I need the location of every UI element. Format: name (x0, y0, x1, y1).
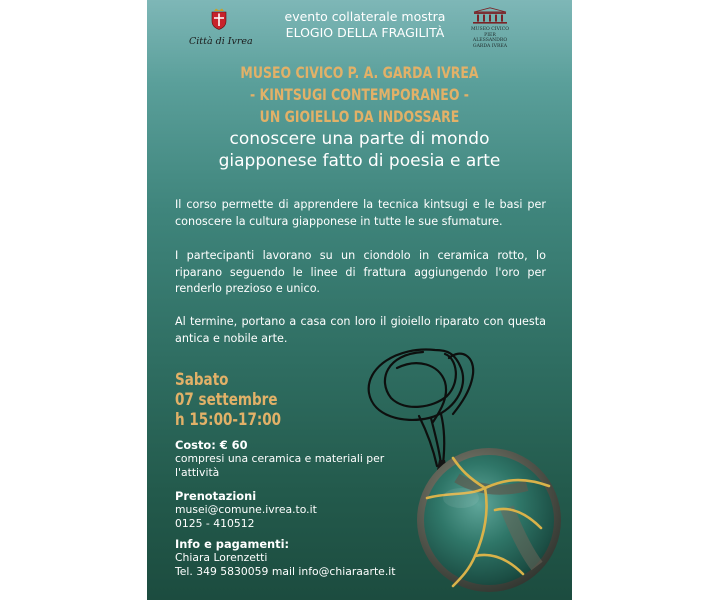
date-block (175, 370, 304, 430)
subtitle-line-2: giapponese fatto di poesia e arte (218, 151, 501, 171)
cost-block (175, 438, 395, 480)
booking-block (175, 489, 395, 531)
city-crest-icon (210, 8, 228, 30)
poster (147, 0, 572, 600)
payments-name: Chiara Lorenzetti (175, 551, 268, 564)
payments-block (175, 537, 395, 579)
date-time: h 15:00-17:00 (175, 410, 282, 429)
body-paragraph-3: Al termine, portano a casa con loro il gioiello riparato con questa antica e nobile arte. (175, 315, 546, 345)
cost-label: Costo: € 60 (175, 438, 248, 452)
cost-detail-1: compresi una ceramica e materiali per (175, 452, 385, 465)
body-paragraph-2: I partecipanti lavorano su un ciondolo in ceramica rotto, lo riparano seguendo le linee di frattura aggiungendo l'oro per renderlo prezioso e unico. (175, 249, 546, 295)
museum-building-icon (470, 7, 510, 25)
body-paragraph-1: Il corso permette di apprendere la tecnica kintsugi e le basi per conoscere la cultura giapponese in tutte le sue sfumature. (175, 198, 546, 228)
booking-email: musei@comune.ivrea.to.it (175, 503, 317, 516)
event-line-2: ELOGIO DELLA FRAGILITÀ (285, 25, 445, 40)
museum-logo (463, 7, 517, 49)
event-line-1: evento collaterale mostra (284, 9, 446, 24)
date-date: 07 settembre (175, 390, 278, 409)
title-gioiello: UN GIOIELLO DA INDOSSARE (259, 107, 460, 126)
city-logo (189, 8, 253, 47)
city-name: Città di Ivrea (189, 36, 253, 47)
date-day: Sabato (175, 370, 229, 389)
booking-label: Prenotazioni (175, 489, 257, 503)
booking-phone: 0125 - 410512 (175, 517, 255, 530)
subtitle-line-1: conoscere una parte di mondo (229, 129, 490, 149)
museum-name: MUSEO CIVICO PIER ALESSANDRO GARDA IVREA (470, 27, 510, 49)
payments-label: Info e pagamenti: (175, 537, 290, 551)
cost-detail-2: l'attività (175, 466, 220, 479)
event-heading (259, 9, 471, 41)
title-block (157, 62, 562, 172)
payments-contact: Tel. 349 5830059 mail info@chiaraarte.it (175, 565, 396, 578)
title-museum: MUSEO CIVICO P. A. GARDA IVREA (240, 63, 479, 82)
title-kintsugi: - KINTSUGI CONTEMPORANEO - (250, 85, 469, 104)
